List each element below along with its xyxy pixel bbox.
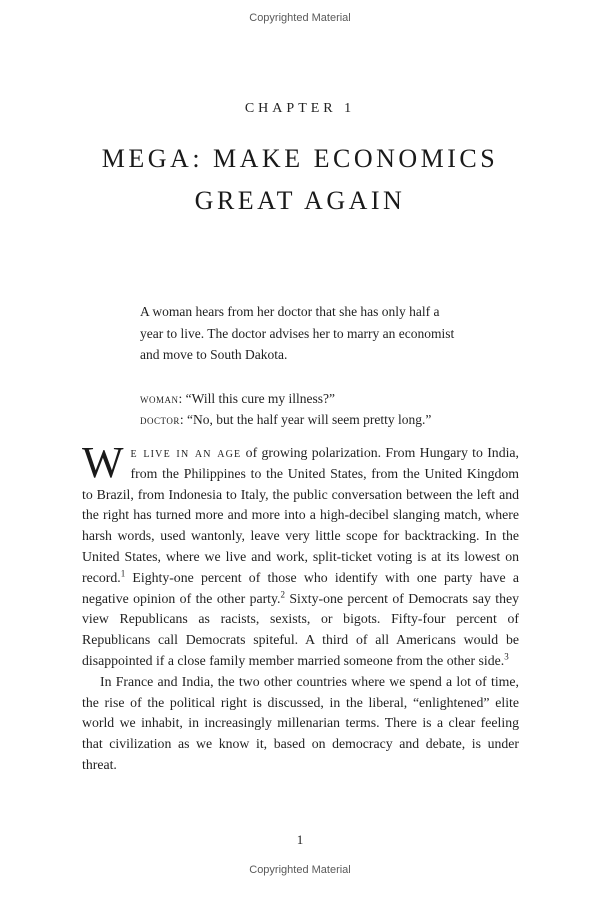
epigraph-dialog-doctor [140,409,462,431]
speaker-name-woman: woman [140,390,179,406]
paragraph-1 [82,438,520,672]
chapter-title-line1: MEGA: MAKE ECONOMICS [101,144,499,173]
drop-cap: W [82,438,124,487]
speaker-name-doctor: doctor [140,412,180,427]
chapter-title [0,138,600,222]
paragraph-1-segment-3: Sixty-one percent of Democrats say they view Republicans as racists, sexists, or bigots. Fifty-four percent of Republicans call Democrats spiteful. A third of all Americans would be disappointed if a close family member married someone from the other side. [82,590,519,668]
page-number: 1 [296,832,304,847]
copyright-notice-top: Copyrighted Material [249,12,351,24]
epigraph-text: A woman hears from her doctor that she has only half a year to live. The doctor advises her to marry an economist and move to South Dakota. [140,304,455,362]
chapter-label: CHAPTER 1 [244,101,356,116]
paragraph-2: In France and India, the two other countries where we spend a lot of time, the rise of the political right is discussed, in the liberal, “enlightened” elite world we inhabit, in increasingly millenarian terms. There is a clear feeling that civilization as we know it, based on democracy and debate, is under threat. [82,673,519,772]
opening-small-caps: e live in an age [130,445,242,460]
copyright-notice-bottom: Copyrighted Material [249,864,351,876]
footnote-ref-2: 2 [280,588,285,599]
footnote-ref-3: 3 [504,651,509,662]
epigraph-dialog-woman [140,388,462,410]
dialog-text-doctor: : “No, but the half year will seem pretty long.” [179,412,432,427]
paragraph-1-segment-2: Eighty-one percent of those who identify with one party have a negative opinion of the other party. [82,569,519,606]
chapter-title-line2: GREAT AGAIN [194,186,406,215]
epigraph [140,301,462,431]
footnote-ref-1: 1 [120,568,126,579]
body-text [82,438,520,776]
dialog-text-woman: : “Will this cure my illness?” [178,390,336,406]
paragraph-1-segment-1: of growing polarization. From Hungary to India, from the Philippines to the United States, from the United Kingdom to Brazil, from Indonesia to Italy, the public conversation between the left and the right has turned more and more into a high-decibel slanging match, where harsh words, used wantonly, leave very little scope for backtracking. In the United States, where we live and work, split-ticket voting is at its lowest on record. [82,445,520,585]
